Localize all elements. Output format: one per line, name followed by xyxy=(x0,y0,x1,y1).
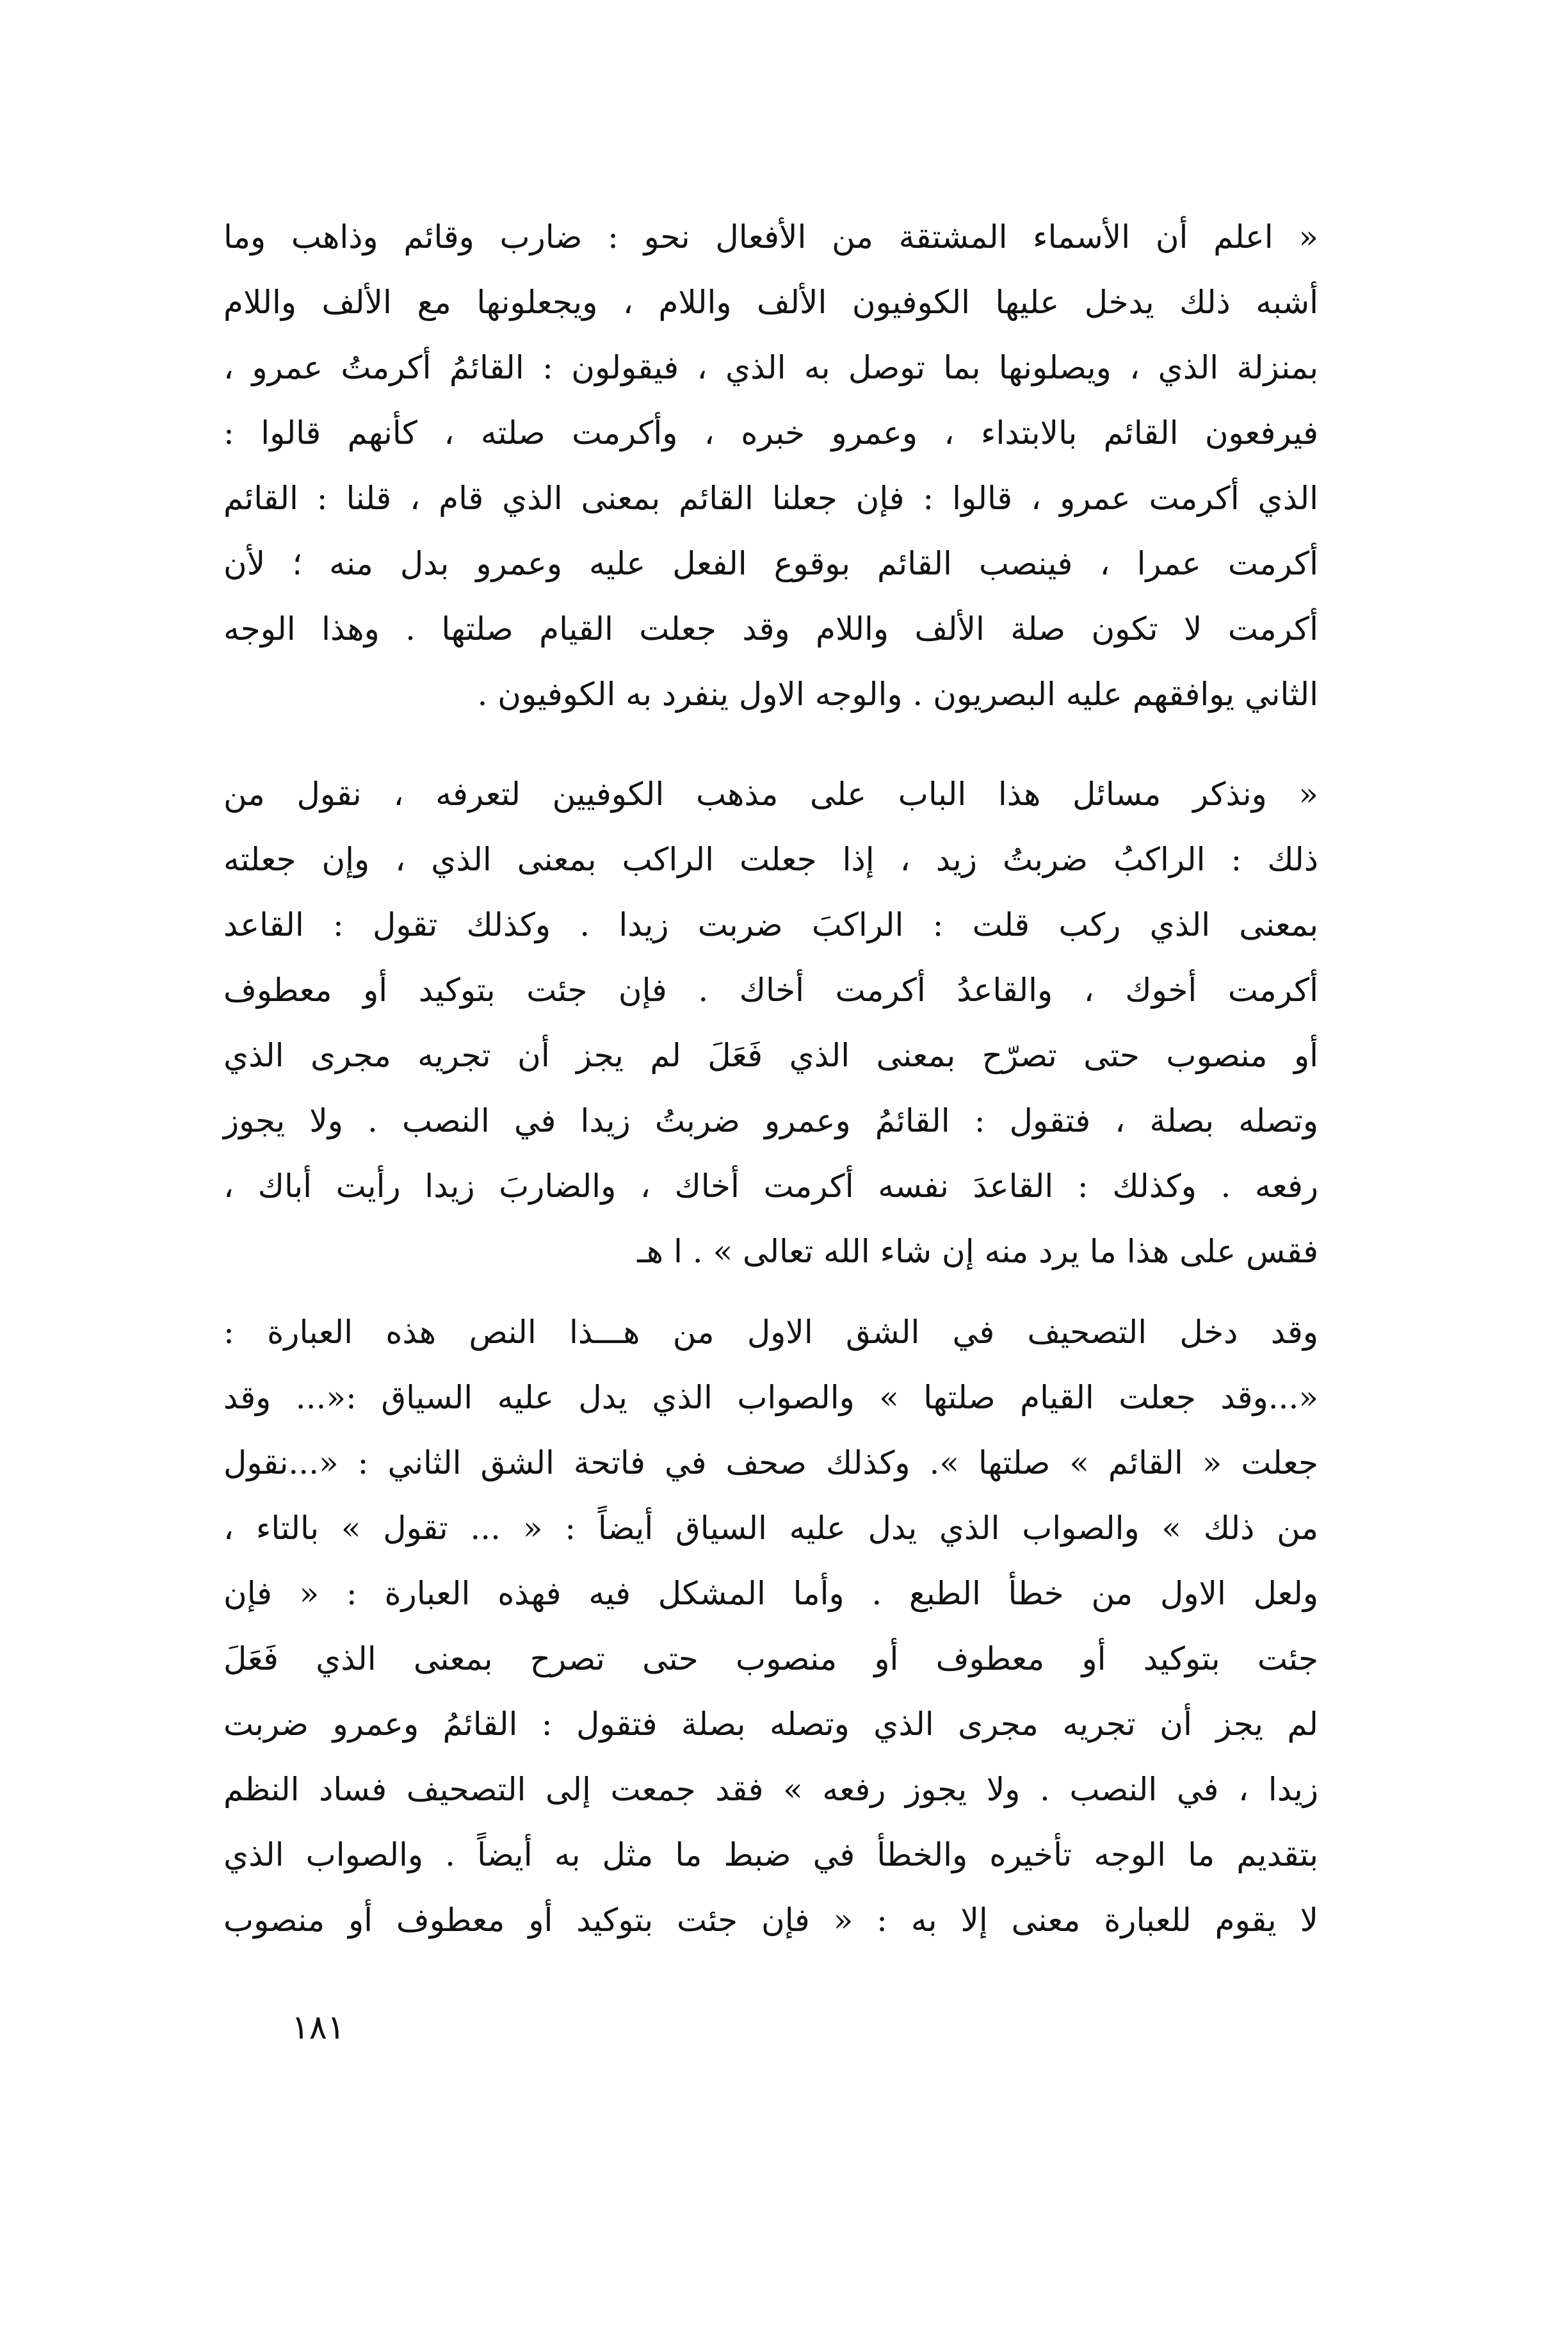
text-line: فيرفعون القائم بالابتداء ، وعمرو خبره ، وأكرمت صلته ، كأنهم قالوا : xyxy=(223,414,1318,452)
text-line: رفعه . وكذلك : القاعدَ نفسه أكرمت أخاك ، والضاربَ زيدا رأيت أباك ، xyxy=(223,1168,1318,1205)
text-line: لم يجز أن تجريه مجرى الذي وتصله بصلة فتقول : القائمُ وعمرو ضربت xyxy=(223,1706,1318,1743)
text-line: الذي أكرمت عمرو ، قالوا : فإن جعلنا القائم بمعنى الذي قام ، قلنا : القائم xyxy=(223,480,1318,517)
text-line: لا يقوم للعبارة معنى إلا به : « فإن جئت بتوكيد أو معطوف أو منصوب xyxy=(223,1902,1318,1939)
text-line: « ونذكر مسائل هذا الباب على مذهب الكوفيين لتعرفه ، نقول من xyxy=(223,776,1318,813)
text-line: بتقديم ما الوجه تأخيره والخطأ في ضبط ما مثل به أيضاً . والصواب الذي xyxy=(223,1836,1318,1873)
text-line: « اعلم أن الأسماء المشتقة من الأفعال نحو : ضارب وقائم وذاهب وما xyxy=(223,218,1318,256)
text-line: أشبه ذلك يدخل عليها الكوفيون الألف واللام ، ويجعلونها مع الألف واللام xyxy=(223,284,1318,321)
text-line: ولعل الاول من خطأ الطبع . وأما المشكل فيه فهذه العبارة : « فإن xyxy=(223,1575,1318,1612)
paragraph-quote-kufi-issues xyxy=(223,778,1318,1301)
paragraph-commentary-tashif xyxy=(223,1316,1318,1969)
text-line: ذلك : الراكبُ ضربتُ زيد ، إذا جعلت الراكب بمعنى الذي ، وإن جعلته xyxy=(223,841,1318,878)
text-line: أكرمت لا تكون صلة الألف واللام وقد جعلت القيام صلتها . وهذا الوجه xyxy=(223,610,1318,648)
text-line: أو منصوب حتى تصرّح بمعنى الذي فَعَلَ لم يجز أن تجريه مجرى الذي xyxy=(223,1037,1318,1074)
text-line: جعلت « القائم » صلتها ». وكذلك صحف في فاتحة الشق الثاني : «...نقول xyxy=(223,1444,1318,1481)
page-number: ١٨١ xyxy=(291,2008,345,2047)
text-line: أكرمت أخوك ، والقاعدُ أكرمت أخاك . فإن جئت بتوكيد أو معطوف xyxy=(223,972,1318,1009)
text-line: فقس على هذا ما يرد منه إن شاء الله تعالى » . ا هـ xyxy=(637,1233,1318,1270)
text-line: زيدا ، في النصب . ولا يجوز رفعه » فقد جمعت إلى التصحيف فساد النظم xyxy=(223,1771,1318,1808)
text-line: وتصله بصلة ، فتقول : القائمُ وعمرو ضربتُ زيدا في النصب . ولا يجوز xyxy=(223,1102,1318,1139)
text-line: «...وقد جعلت القيام صلتها » والصواب الذي يدل عليه السياق :«... وقد xyxy=(223,1379,1318,1416)
text-line: من ذلك » والصواب الذي يدل عليه السياق أيضاً : « ... تقول » بالتاء ، xyxy=(223,1510,1318,1547)
text-line: وقد دخل التصحيف في الشق الاول من هـــذا النص هذه العبارة : xyxy=(223,1314,1318,1351)
text-line: أكرمت عمرا ، فينصب القائم بوقوع الفعل عليه وعمرو بدل منه ؛ لأن xyxy=(223,545,1318,582)
paragraph-quote-kufi-definition xyxy=(223,218,1318,744)
text-line: الثاني يوافقهم عليه البصريون . والوجه الاول ينفرد به الكوفيون . xyxy=(477,676,1318,713)
text-line: بمنزلة الذي ، ويصلونها بما توصل به الذي ، فيقولون : القائمُ أكرمتُ عمرو ، xyxy=(223,349,1318,386)
text-line: جئت بتوكيد أو معطوف أو منصوب حتى تصرح بمعنى الذي فَعَلَ xyxy=(223,1640,1318,1677)
text-line: بمعنى الذي ركب قلت : الراكبَ ضربت زيدا . وكذلك تقول : القاعد xyxy=(223,906,1318,943)
